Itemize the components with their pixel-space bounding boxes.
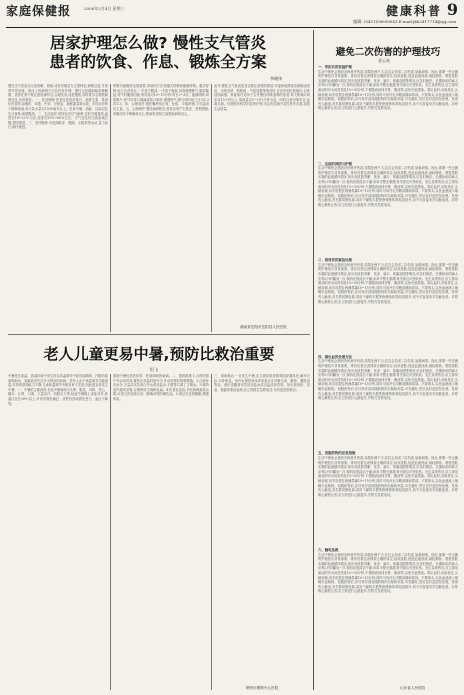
page-number: 9: [446, 0, 458, 19]
article2-source: 柳州市柳铁中心医院: [246, 686, 279, 690]
article2-column-3: 三、现场救治 一旦发生中暑,应立即将患者移到阴凉通风处,解开衣扣,平卧休息。用冷水擦拭身体或用湿毛巾冷敷头部、腋窝、腹股沟等处。意识清醒者可饮用淡盐水或含盐清凉饮料。如出现高热、昏迷、抽搐等重症表现,应立即拨打急救电话,尽快送医院救治。: [214, 374, 310, 392]
sidebar-text-2: 生活中难免会遇到各种意外伤害,如果处理不当,往往会造成二次伤害,加重病情。因此,掌握一些正确的护理技巧非常重要。骨折后要注意保持正确的体位,抬高患肢,促进血液回流,减轻肿胀。观察患肢末端的血液循环情况,如出现皮肤青紫、发凉、麻木、疼痛加剧等情况,应及时就医。长期卧床的病人应每2小时翻身一次,保持皮肤清洁干燥,床单平整无皱褶,骨突部位可垫软枕。发生烧烫伤后,应立即用流动的冷水冲洗伤处15~30分钟,不要随意涂抹牙膏、酱油等,以免引起感染。鼻出血时,应取坐位,头稍前倾,用手指捏住两侧鼻翼10~15分钟,同时可用冷毛巾敷前额和鼻部。不要仰头,以免血液流入咽喉引起呛咳。误服药物后,应尽快弄清误服药物的名称和剂量,可先催吐,然后及时送医院处理。发现有人触电,首先要切断电源,或用干燥的木棍等绝缘物体将电线挑开,切不可直接用手拉触电者。对呼吸心跳停止者,应立即进行心肺复苏,并拨打急救电话。: [318, 166, 458, 207]
sidebar-source: 山东省人民医院: [400, 686, 426, 690]
column-divider: [211, 374, 212, 690]
article1-byline: 李晓伟: [270, 76, 282, 81]
sidebar-body: [318, 65, 458, 685]
sidebar-text-1: 生活中难免会遇到各种意外伤害,如果处理不当,往往会造成二次伤害,加重病情。因此,掌握一些正确的护理技巧非常重要。骨折后要注意保持正确的体位,抬高患肢,促进血液回流,减轻肿胀。观察患肢末端的血液循环情况,如出现皮肤青紫、发凉、麻木、疼痛加剧等情况,应及时就医。长期卧床的病人应每2小时翻身一次,保持皮肤清洁干燥,床单平整无皱褶,骨突部位可垫软枕。发生烧烫伤后,应立即用流动的冷水冲洗伤处15~30分钟,不要随意涂抹牙膏、酱油等,以免引起感染。鼻出血时,应取坐位,头稍前倾,用手指捏住两侧鼻翼10~15分钟,同时可用冷毛巾敷前额和鼻部。不要仰头,以免血液流入咽喉引起呛咳。误服药物后,应尽快弄清误服药物的名称和剂量,可先催吐,然后及时送医院处理。发现有人触电,首先要切断电源,或用干燥的木棍等绝缘物体将电线挑开,切不可直接用手拉触电者。对呼吸心跳停止者,应立即进行心肺复苏,并拨打急救电话。: [318, 69, 458, 111]
sidebar-text-6: 生活中难免会遇到各种意外伤害,如果处理不当,往往会造成二次伤害,加重病情。因此,掌握一些正确的护理技巧非常重要。骨折后要注意保持正确的体位,抬高患肢,促进血液回流,减轻肿胀。观察患肢末端的血液循环情况,如出现皮肤青紫、发凉、麻木、疼痛加剧等情况,应及时就医。长期卧床的病人应每2小时翻身一次,保持皮肤清洁干燥,床单平整无皱褶,骨突部位可垫软枕。发生烧烫伤后,应立即用流动的冷水冲洗伤处15~30分钟,不要随意涂抹牙膏、酱油等,以免引起感染。鼻出血时,应取坐位,头稍前倾,用手指捏住两侧鼻翼10~15分钟,同时可用冷毛巾敷前额和鼻部。不要仰头,以免血液流入咽喉引起呛咳。误服药物后,应尽快弄清误服药物的名称和剂量,可先催吐,然后及时送医院处理。发现有人触电,首先要切断电源,或用干燥的木棍等绝缘物体将电线挑开,切不可直接用手拉触电者。对呼吸心跳停止者,应立即进行心肺复苏,并拨打急救电话。: [318, 552, 458, 594]
column-divider: [211, 84, 212, 332]
article2-column-1: 中暑是在高温、高湿环境中发生的以体温调节中枢功能障碍、汗腺功能衰竭和水、电解质丢失过多为特征的疾病。老年人由于体温调节功能减退,对热的感知能力下降;儿童体温调节中枢发育不完善,因此更容易发生中暑。一、中暑的主要表现 先兆中暑表现为头晕、眼花、耳鸣、恶心、胸闷、心悸、口渴、大量出汗、四肢无力等;轻症中暑除上述症状外,体温往往在38℃以上,可伴有面色潮红、皮肤灼热或面色苍白、血压下降等。: [8, 374, 108, 406]
sidebar-subhead-4: 四、鼻出血的处理方法: [318, 354, 352, 359]
article2-headline: 老人儿童更易中暑,预防比救治重要: [43, 345, 275, 363]
article1-headline-line1: 居家护理怎么做? 慢性支气管炎: [50, 34, 266, 52]
article1-headline: [8, 34, 308, 72]
sidebar-divider: [313, 30, 314, 690]
article2-byline: 恒飞: [150, 367, 158, 372]
sidebar-text-5: 生活中难免会遇到各种意外伤害,如果处理不当,往往会造成二次伤害,加重病情。因此,掌握一些正确的护理技巧非常重要。骨折后要注意保持正确的体位,抬高患肢,促进血液回流,减轻肿胀。观察患肢末端的血液循环情况,如出现皮肤青紫、发凉、麻木、疼痛加剧等情况,应及时就医。长期卧床的病人应每2小时翻身一次,保持皮肤清洁干燥,床单平整无皱褶,骨突部位可垫软枕。发生烧烫伤后,应立即用流动的冷水冲洗伤处15~30分钟,不要随意涂抹牙膏、酱油等,以免引起感染。鼻出血时,应取坐位,头稍前倾,用手指捏住两侧鼻翼10~15分钟,同时可用冷毛巾敷前额和鼻部。不要仰头,以免血液流入咽喉引起呛咳。误服药物后,应尽快弄清误服药物的名称和剂量,可先催吐,然后及时送医院处理。发现有人触电,首先要切断电源,或用干燥的木棍等绝缘物体将电线挑开,切不可直接用手拉触电者。对呼吸心跳停止者,应立即进行心肺复苏,并拨打急救电话。: [318, 455, 458, 497]
masthead: [6, 2, 458, 28]
editor-contact: 编辑: (0451)98658043 E-mail:jkb2417714@qq.com: [353, 19, 456, 24]
article1-headline-line2: 患者的饮食、作息、锻炼全方案: [49, 53, 267, 71]
article1-column-1: 慢性支气管炎以反复咳嗽、咳痰,或伴有喘息为主要特征,病程迁延,冬春季节易加重。临床上将病情分为急性发作期、慢性迁延期和临床缓解期。患者在家中要注意规律作息,合理饮食,适度锻炼,同时要学会观察病情变化,及时就医。一、饮食调理 患者宜进食高蛋白、高维生素、易消化的食物,如瘦肉、鸡蛋、牛奶、豆制品、新鲜蔬菜和水果。多饮水有利于稀释痰液,每天饮水量在1500毫升以上。忌食辛辣、油腻、过咸以及生冷食物,戒烟限酒。二、生活起居 保持室内空气新鲜,定时开窗通风,温度在18~22℃为宜,湿度在50%~60%左右。天气变化时注意添减衣服,预防感冒。三、坚持锻炼 可选择散步、慢跑、太极拳等运动,量力而行,循序渐进。: [8, 84, 108, 130]
sidebar-text-4: 生活中难免会遇到各种意外伤害,如果处理不当,往往会造成二次伤害,加重病情。因此,掌握一些正确的护理技巧非常重要。骨折后要注意保持正确的体位,抬高患肢,促进血液回流,减轻肿胀。观察患肢末端的血液循环情况,如出现皮肤青紫、发凉、麻木、疼痛加剧等情况,应及时就医。长期卧床的病人应每2小时翻身一次,保持皮肤清洁干燥,床单平整无皱褶,骨突部位可垫软枕。发生烧烫伤后,应立即用流动的冷水冲洗伤处15~30分钟,不要随意涂抹牙膏、酱油等,以免引起感染。鼻出血时,应取坐位,头稍前倾,用手指捏住两侧鼻翼10~15分钟,同时可用冷毛巾敷前额和鼻部。不要仰头,以免血液流入咽喉引起呛咳。误服药物后,应尽快弄清误服药物的名称和剂量,可先催吐,然后及时送医院处理。发现有人触电,首先要切断电源,或用干燥的木棍等绝缘物体将电线挑开,切不可直接用手拉触电者。对呼吸心跳停止者,应立即进行心肺复苏,并拨打急救电话。: [318, 359, 458, 401]
section-divider: [8, 334, 310, 335]
article1-column-2: 呼吸功能锻炼也很重要,常用的方法有腹式呼吸和缩唇呼吸。腹式呼吸:取立位或坐位,一手放于腹部,一手放于胸部,用鼻缓慢吸气,腹部隆起,呼气时腹部回缩,每次练习10~15分钟,每日2~3次。缩唇呼吸:用鼻吸气,呼气时将口唇缩成吹口哨状,缓慢呼气,吸与呼时间之比为1:2或1:3。四、合理用药 遵医嘱使用止咳、化痰、平喘药物,不可滥用抗生素。五、心理调护 慢性病病程长,患者容易产生焦虑、悲观情绪,家属应给予理解和关心,帮助患者树立战胜疾病的信心。: [113, 84, 209, 116]
article2-column-2: 重症中暑包括热痉挛、热衰竭和热射病。二、预防措施 1.合理安排户外活动时间,避免在高温时段外出,外出时做好防晒措施。2.注意补充水分,少量多次饮用白开水或淡盐水,不要等口渴了才喝水。3.保持室内通风凉爽,合理使用空调和电扇。4.饮食宜清淡,多吃新鲜蔬菜水果,可适当饮用绿豆汤、酸梅汤等防暑饮品。5.保证充足的睡眠,增强体质。: [113, 374, 209, 401]
article1-source: 湖南省岳阳市岳阳县人民医院: [240, 325, 287, 329]
sidebar-subhead-5: 五、误服药物的应急措施: [318, 451, 356, 456]
article1-column-3: 此外,慢性支气管炎患者还要注意预防感冒,可接种流感疫苗和肺炎疫苗。出现发热、咳脓痰、气促加重等情况时,应及时到医院就诊,以免延误病情。家庭氧疗适用于合并慢性呼吸衰竭的患者,每天吸氧时间应在15小时以上,氧流量以1~2升/分钟为宜。同时注意用氧安全,远离火源。长期坚持科学的居家护理,可以有效减少急性发作次数,改善生活质量。: [214, 84, 310, 111]
header-rule: [6, 27, 458, 28]
column-divider: [110, 374, 111, 690]
sidebar-subhead-3: 三、烧烫伤的紧急处理: [318, 258, 352, 263]
section-title-left: 家庭保健报: [6, 4, 72, 18]
sidebar-byline: 晋云英: [378, 58, 390, 63]
sidebar-subhead-1: 一、骨折后的家庭护理: [318, 65, 352, 69]
sidebar-text-3: 生活中难免会遇到各种意外伤害,如果处理不当,往往会造成二次伤害,加重病情。因此,掌握一些正确的护理技巧非常重要。骨折后要注意保持正确的体位,抬高患肢,促进血液回流,减轻肿胀。观察患肢末端的血液循环情况,如出现皮肤青紫、发凉、麻木、疼痛加剧等情况,应及时就医。长期卧床的病人应每2小时翻身一次,保持皮肤清洁干燥,床单平整无皱褶,骨突部位可垫软枕。发生烧烫伤后,应立即用流动的冷水冲洗伤处15~30分钟,不要随意涂抹牙膏、酱油等,以免引起感染。鼻出血时,应取坐位,头稍前倾,用手指捏住两侧鼻翼10~15分钟,同时可用冷毛巾敷前额和鼻部。不要仰头,以免血液流入咽喉引起呛咳。误服药物后,应尽快弄清误服药物的名称和剂量,可先催吐,然后及时送医院处理。发现有人触电,首先要切断电源,或用干燥的木棍等绝缘物体将电线挑开,切不可直接用手拉触电者。对呼吸心跳停止者,应立即进行心肺复苏,并拨打急救电话。: [318, 262, 458, 304]
issue-date: 2008年2月4日 星期三: [84, 6, 125, 11]
sidebar-subhead-2: 二、压疮的预防与护理: [318, 161, 352, 166]
column-divider: [110, 84, 111, 332]
section-title-right: 健康科普: [385, 4, 442, 18]
sidebar-subhead-6: 六、触电急救: [318, 547, 339, 552]
sidebar-headline: 避免二次伤害的护理技巧: [335, 47, 441, 58]
